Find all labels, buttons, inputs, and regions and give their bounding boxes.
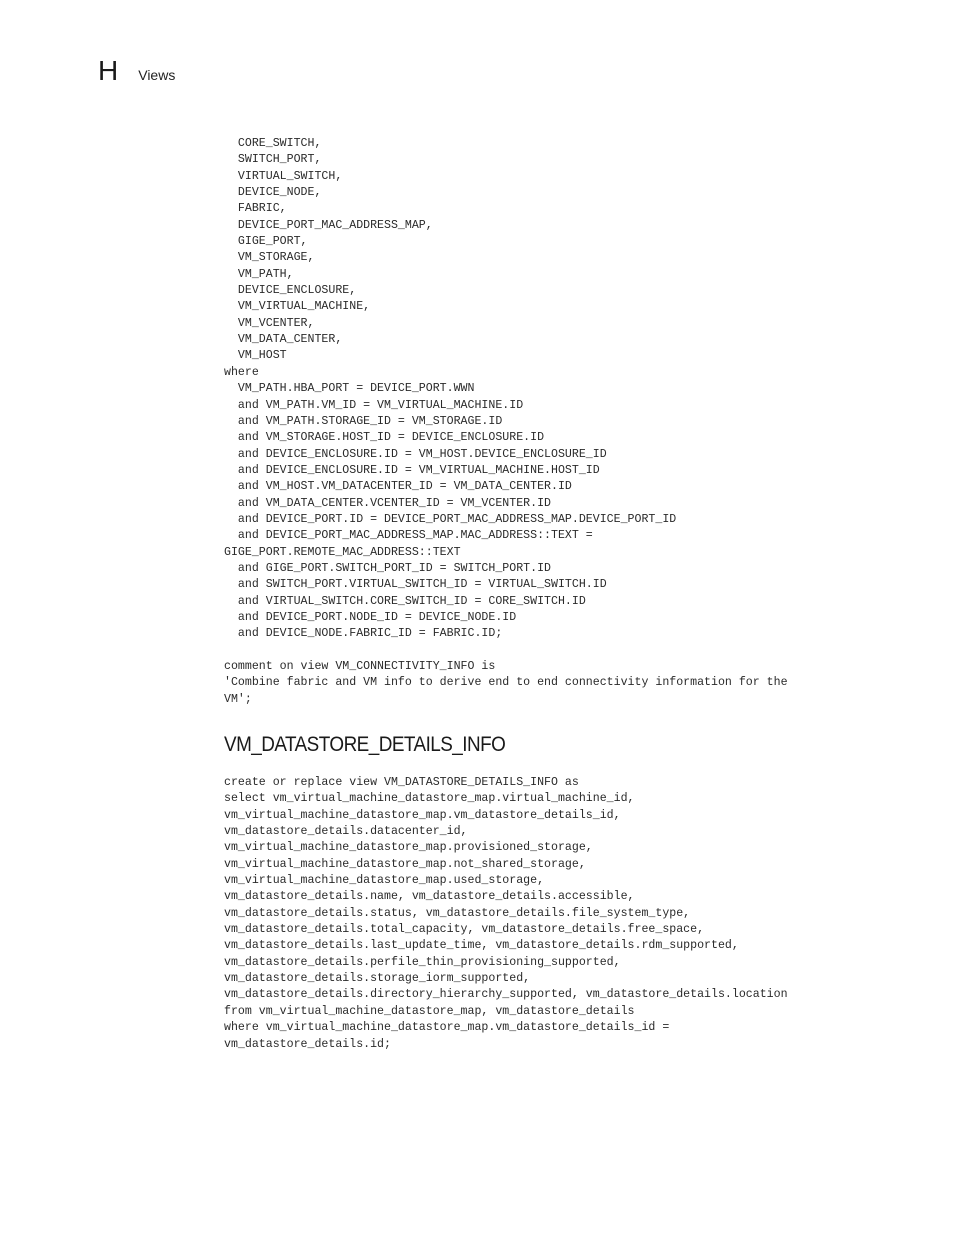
connectivity-comment-code: comment on view VM_CONNECTIVITY_INFO is 'Combine fabric and VM info to derive end to end connectivity information for the VM'; <box>224 660 788 706</box>
datastore-view-code: create or replace view VM_DATASTORE_DETAILS_INFO as select vm_virtual_machine_datastore_map.virtual_machine_id, vm_virtual_machine_datastore_map.vm_datastore_details_id, vm_datastore_details.datacenter_id, vm_virtual_machine_datastore_map.provisioned_storage, vm_virtual_machine_datastore_map.not_shared_storage, vm_virtual_machine_datastore_map.used_storage, vm_datastore_details.name, vm_datastore_details.accessible, vm_datastore_details.status, vm_datastore_details.file_system_type, vm_datastore_details.total_capacity, vm_datastore_details.free_space, vm_datastore_details.last_update_time, vm_datastore_details.rdm_supported, vm_datastore_details.perfile_thin_provisioning_supported, vm_datastore_details.storage_iorm_supported, vm_datastore_details.directory_hierarchy_supported, vm_datastore_details.location from vm_virtual_machine_datastore_map, vm_datastore_details where vm_virtual_machine_datastore_map.vm_datastore_details_id = vm_datastore_details.id; <box>224 776 788 1051</box>
connectivity-view-code: CORE_SWITCH, SWITCH_PORT, VIRTUAL_SWITCH, DEVICE_NODE, FABRIC, DEVICE_PORT_MAC_ADDRESS_MAP, GIGE_PORT, VM_STORAGE, VM_PATH, DEVICE_ENCLOSURE, VM_VIRTUAL_MACHINE, VM_VCENTER, VM_DATA_CENTER, VM_HOST where VM_PATH.HBA_PORT = DEVICE_PORT.WWN and VM_PATH.VM_ID = VM_VIRTUAL_MACHINE.ID and VM_PATH.STORAGE_ID = VM_STORAGE.ID and VM_STORAGE.HOST_ID = DEVICE_ENCLOSURE.ID and DEVICE_ENCLOSURE.ID = VM_HOST.DEVICE_ENCLOSURE_ID and DEVICE_ENCLOSURE.ID = VM_VIRTUAL_MACHINE.HOST_ID and VM_HOST.VM_DATACENTER_ID = VM_DATA_CENTER.ID and VM_DATA_CENTER.VCENTER_ID = VM_VCENTER.ID and DEVICE_PORT.ID = DEVICE_PORT_MAC_ADDRESS_MAP.DEVICE_PORT_ID and DEVICE_PORT_MAC_ADDRESS_MAP.MAC_ADDRESS::TEXT = GIGE_PORT.REMOTE_MAC_ADDRESS::TEXT and GIGE_PORT.SWITCH_PORT_ID = SWITCH_PORT.ID and SWITCH_PORT.VIRTUAL_SWITCH_ID = VIRTUAL_SWITCH.ID and VIRTUAL_SWITCH.CORE_SWITCH_ID = CORE_SWITCH.ID and DEVICE_PORT.NODE_ID = DEVICE_NODE.ID and DEVICE_NODE.FABRIC_ID = FABRIC.ID; <box>224 137 677 641</box>
section-title: Views <box>138 67 176 83</box>
appendix-letter: H <box>98 55 119 86</box>
page-header <box>98 56 175 86</box>
datastore-section-heading: VM_DATASTORE_DETAILS_INFO <box>224 733 506 756</box>
